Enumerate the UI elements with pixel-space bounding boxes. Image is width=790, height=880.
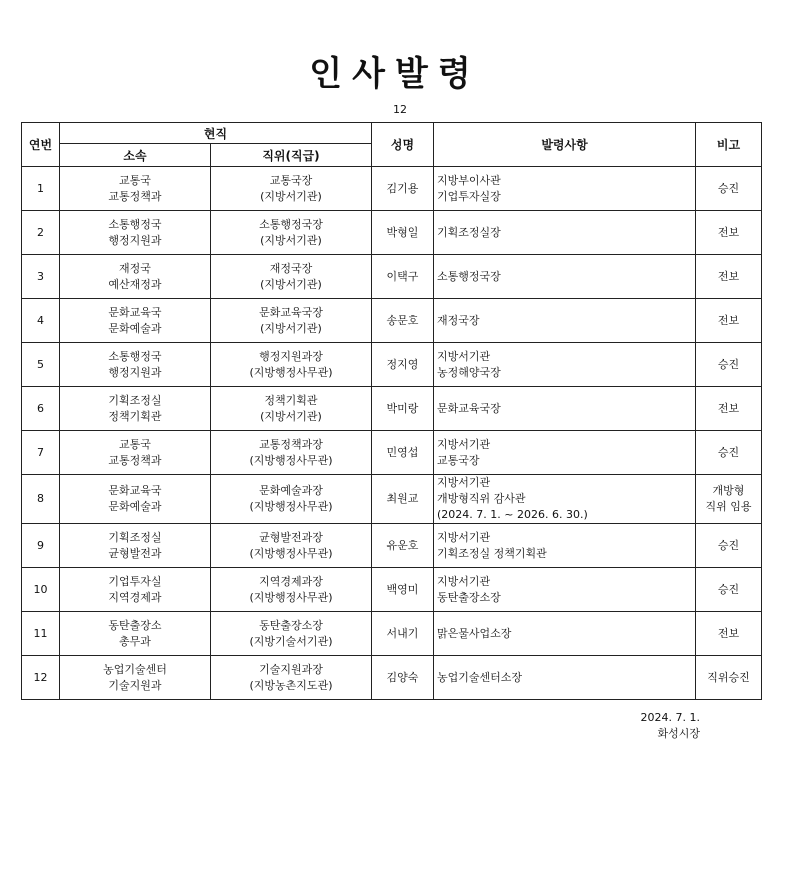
cell-orders	[434, 211, 696, 255]
cell-position-line: 재정국장	[269, 261, 313, 275]
header-position: 직위(직급)	[211, 144, 372, 167]
cell-no: 8	[22, 475, 60, 524]
cell-name: 정지영	[372, 343, 434, 387]
cell-dept-line: 동탄출장소	[108, 618, 162, 632]
cell-remark-line: 직위승진	[707, 670, 750, 684]
cell-orders	[434, 167, 696, 211]
cell-orders-line: 지방서기관	[437, 530, 491, 544]
cell-position-line: 소통행정국장	[259, 217, 323, 231]
cell-position-line: (지방서기관)	[260, 321, 322, 335]
cell-dept-line: 교통정책과	[108, 453, 162, 467]
cell-position	[211, 524, 372, 568]
cell-orders-line: 지방서기관	[437, 437, 491, 451]
header-remarks: 비고	[696, 123, 762, 167]
cell-remark-line: 전보	[717, 269, 740, 283]
cell-orders	[434, 524, 696, 568]
cell-position	[211, 299, 372, 343]
cell-remark	[696, 211, 762, 255]
cell-dept-line: 농업기술센터	[103, 662, 167, 676]
cell-orders-line: (2024. 7. 1. ~ 2026. 6. 30.)	[437, 508, 588, 521]
cell-remark-line: 전보	[717, 225, 740, 239]
cell-dept	[60, 211, 211, 255]
cell-position-line: 교통국장	[269, 173, 313, 187]
cell-remark	[696, 431, 762, 475]
cell-remark	[696, 255, 762, 299]
issue-date: 2024. 7. 1.	[640, 711, 700, 724]
cell-position-line: (지방서기관)	[260, 277, 322, 291]
cell-no: 9	[22, 524, 60, 568]
cell-orders-line: 개방형직위 감사관	[437, 492, 526, 505]
cell-remark	[696, 656, 762, 700]
cell-dept	[60, 568, 211, 612]
cell-position-line: (지방행정사무관)	[249, 546, 333, 560]
cell-position-line: 문화교육국장	[259, 305, 323, 319]
cell-no: 10	[22, 568, 60, 612]
cell-remark	[696, 299, 762, 343]
table-row	[22, 612, 762, 656]
cell-position-line: 문화예술과장	[259, 484, 323, 497]
cell-orders-line: 맑은물사업소장	[437, 626, 512, 640]
cell-no: 7	[22, 431, 60, 475]
cell-remark-line: 전보	[717, 401, 740, 415]
cell-orders-line: 교통국장	[437, 453, 480, 467]
cell-name: 서내기	[372, 612, 434, 656]
cell-remark-line: 승진	[717, 582, 740, 596]
cell-no: 2	[22, 211, 60, 255]
table-row	[22, 387, 762, 431]
header-dept: 소속	[60, 144, 211, 167]
cell-dept	[60, 387, 211, 431]
cell-no: 12	[22, 656, 60, 700]
header-current: 현직	[60, 123, 372, 144]
cell-remark-line: 승진	[717, 181, 740, 195]
cell-name: 김기용	[372, 167, 434, 211]
header-no: 연번	[22, 123, 60, 167]
cell-dept-line: 재정국	[119, 261, 151, 275]
cell-position-line: 행정지원과장	[259, 349, 323, 363]
cell-name: 최원교	[372, 475, 434, 524]
cell-remark-line: 직위 임용	[705, 500, 752, 513]
cell-position-line: 교통정책과장	[259, 437, 323, 451]
cell-no: 3	[22, 255, 60, 299]
table-row	[22, 299, 762, 343]
table-row	[22, 167, 762, 211]
cell-position	[211, 343, 372, 387]
cell-dept-line: 교통국	[119, 437, 151, 451]
cell-position-line: (지방기술서기관)	[249, 634, 333, 648]
cell-dept-line: 문화예술과	[108, 321, 162, 335]
table-row	[22, 211, 762, 255]
cell-name: 이택구	[372, 255, 434, 299]
table-row	[22, 255, 762, 299]
cell-dept-line: 기업투자실	[108, 574, 162, 588]
cell-orders	[434, 568, 696, 612]
cell-orders-line: 농업기술센터소장	[437, 670, 523, 684]
cell-dept-line: 균형발전과	[108, 546, 162, 560]
cell-remark-line: 개방형	[712, 484, 745, 497]
cell-position	[211, 211, 372, 255]
cell-orders-line: 소통행정국장	[437, 269, 501, 283]
cell-position	[211, 612, 372, 656]
personnel-table	[21, 122, 762, 700]
cell-position-line: (지방행정사무관)	[249, 365, 333, 379]
cell-dept-line: 총무과	[119, 634, 151, 648]
cell-no: 5	[22, 343, 60, 387]
cell-dept-line: 행정지원과	[108, 365, 162, 379]
cell-position-line: 균형발전과장	[259, 530, 323, 544]
cell-remark	[696, 167, 762, 211]
cell-orders-line: 지방서기관	[437, 574, 491, 588]
cell-orders	[434, 343, 696, 387]
cell-orders-line: 문화교육국장	[437, 401, 501, 415]
cell-position-line: 지역경제과장	[259, 574, 323, 588]
cell-remark-line: 승진	[717, 445, 740, 459]
header-name: 성명	[372, 123, 434, 167]
cell-no: 4	[22, 299, 60, 343]
cell-remark	[696, 568, 762, 612]
cell-position-line: 정책기획관	[264, 393, 318, 407]
cell-position-line: 기술지원과장	[259, 662, 323, 676]
table-row	[22, 568, 762, 612]
cell-position-line: (지방행정사무관)	[249, 500, 333, 513]
cell-name: 백영미	[372, 568, 434, 612]
cell-name: 박미랑	[372, 387, 434, 431]
cell-orders-line: 지방서기관	[437, 476, 491, 489]
cell-remark-line: 전보	[717, 626, 740, 640]
cell-no: 11	[22, 612, 60, 656]
cell-dept-line: 기획조정실	[108, 393, 162, 407]
cell-dept-line: 예산재정과	[108, 277, 162, 291]
cell-name: 민영섭	[372, 431, 434, 475]
table-row	[22, 656, 762, 700]
cell-orders-line: 기획조정실 정책기획관	[437, 546, 547, 560]
cell-dept	[60, 431, 211, 475]
cell-name: 유운호	[372, 524, 434, 568]
cell-no: 6	[22, 387, 60, 431]
table-row	[22, 524, 762, 568]
cell-dept-line: 교통정책과	[108, 189, 162, 203]
cell-orders	[434, 255, 696, 299]
cell-dept	[60, 475, 211, 524]
table-row	[22, 431, 762, 475]
cell-dept-line: 행정지원과	[108, 233, 162, 247]
cell-position	[211, 568, 372, 612]
cell-remark	[696, 387, 762, 431]
cell-dept-line: 문화예술과	[108, 500, 162, 513]
cell-remark	[696, 612, 762, 656]
table-row	[22, 343, 762, 387]
cell-dept	[60, 167, 211, 211]
cell-position	[211, 387, 372, 431]
cell-dept-line: 지역경제과	[108, 590, 162, 604]
cell-orders	[434, 387, 696, 431]
cell-name: 김양숙	[372, 656, 434, 700]
cell-orders	[434, 475, 696, 524]
cell-position-line: (지방행정사무관)	[249, 590, 333, 604]
cell-position-line: (지방서기관)	[260, 409, 322, 423]
cell-orders-line: 동탄출장소장	[437, 590, 501, 604]
cell-name: 박형일	[372, 211, 434, 255]
cell-dept-line: 문화교육국	[108, 484, 162, 497]
cell-orders-line: 지방서기관	[437, 349, 491, 363]
personnel-count: 12	[393, 103, 407, 116]
cell-dept-line: 기술지원과	[108, 678, 162, 692]
page-title: 인사발령	[309, 54, 481, 94]
cell-position	[211, 431, 372, 475]
cell-dept	[60, 343, 211, 387]
cell-dept	[60, 255, 211, 299]
header-orders: 발령사항	[434, 123, 696, 167]
cell-dept-line: 정책기획관	[108, 409, 162, 423]
cell-orders-line: 기업투자실장	[437, 189, 501, 203]
cell-dept	[60, 656, 211, 700]
cell-remark	[696, 343, 762, 387]
cell-dept-line: 문화교육국	[108, 305, 162, 319]
cell-orders	[434, 431, 696, 475]
cell-remark-line: 승진	[717, 538, 740, 552]
cell-position	[211, 475, 372, 524]
cell-name: 송문호	[372, 299, 434, 343]
cell-orders	[434, 656, 696, 700]
cell-dept-line: 소통행정국	[108, 349, 162, 363]
cell-dept	[60, 524, 211, 568]
cell-dept	[60, 612, 211, 656]
cell-dept	[60, 299, 211, 343]
cell-remark	[696, 475, 762, 524]
cell-position	[211, 255, 372, 299]
cell-remark-line: 전보	[717, 313, 740, 327]
cell-position-line: (지방서기관)	[260, 233, 322, 247]
cell-remark-line: 승진	[717, 357, 740, 371]
cell-dept-line: 교통국	[119, 173, 151, 187]
table-row	[22, 475, 762, 524]
cell-orders	[434, 299, 696, 343]
cell-orders-line: 재정국장	[437, 313, 480, 327]
cell-position	[211, 656, 372, 700]
cell-no: 1	[22, 167, 60, 211]
cell-orders-line: 기획조정실장	[437, 225, 501, 239]
cell-position	[211, 167, 372, 211]
cell-dept-line: 소통행정국	[108, 217, 162, 231]
signer: 화성시장	[657, 727, 700, 740]
cell-dept-line: 기획조정실	[108, 530, 162, 544]
cell-position-line: 동탄출장소장	[259, 618, 323, 632]
cell-position-line: (지방서기관)	[260, 189, 322, 203]
cell-orders-line: 농정해양국장	[437, 365, 501, 379]
cell-position-line: (지방행정사무관)	[249, 453, 333, 467]
cell-position-line: (지방농촌지도관)	[249, 678, 333, 692]
cell-orders	[434, 612, 696, 656]
cell-orders-line: 지방부이사관	[437, 173, 501, 187]
cell-remark	[696, 524, 762, 568]
